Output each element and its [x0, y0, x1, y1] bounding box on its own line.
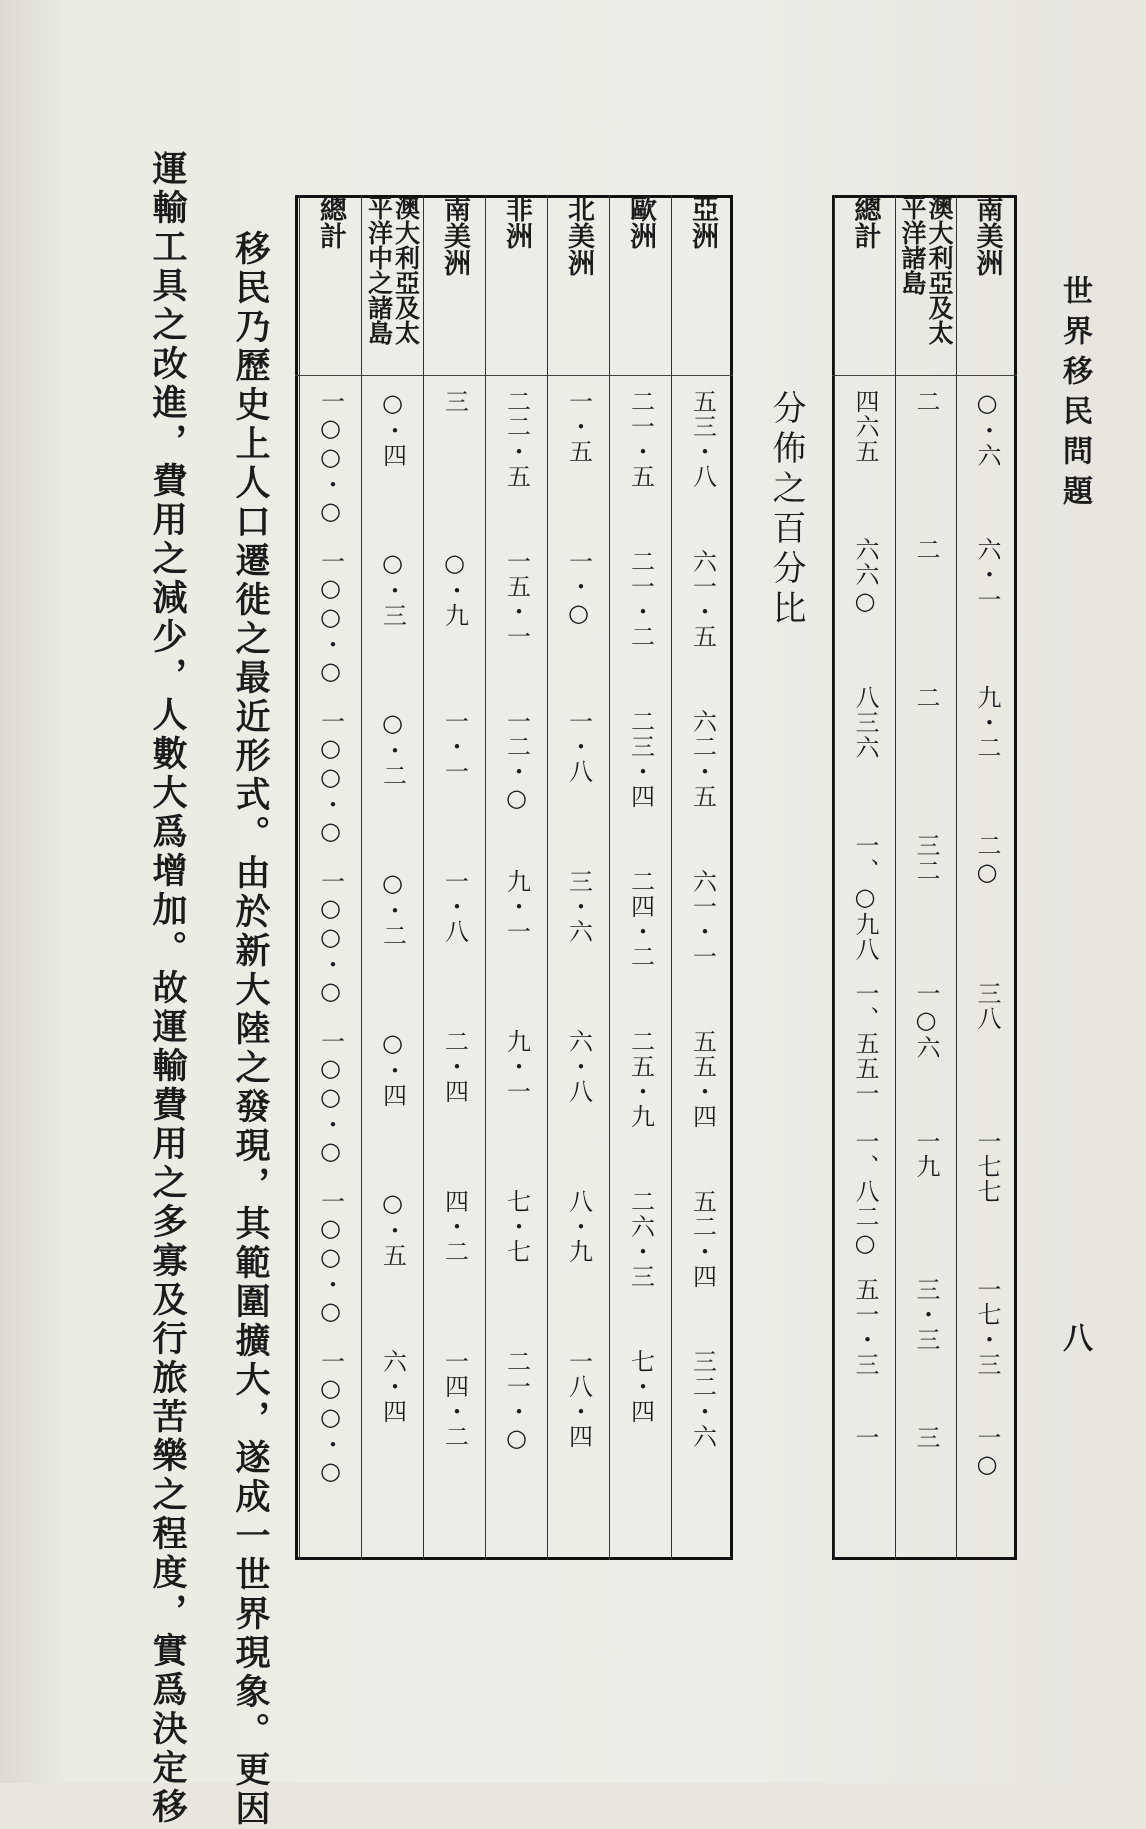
cell-value: 一・五	[564, 389, 593, 464]
table-cell	[896, 389, 956, 523]
table-cell	[300, 869, 361, 1015]
cell-value: 三	[912, 1425, 940, 1450]
table-cell	[610, 389, 671, 535]
table-cell	[835, 537, 895, 671]
running-title: 世界移民問題	[1057, 275, 1092, 515]
cell-value: 六二・五	[688, 709, 717, 809]
table-cell	[610, 1349, 671, 1495]
cell-value: 一○○・○	[316, 709, 345, 846]
cell-value: 五三・八	[688, 389, 717, 489]
table-cell	[300, 549, 361, 695]
section-heading: 分佈之百分比	[766, 390, 806, 630]
table-cell	[486, 389, 547, 535]
cell-value: 三八	[973, 981, 1001, 1031]
cell-value: 一・○	[564, 549, 593, 628]
cell-value: 九・一	[502, 869, 531, 944]
table-cell	[362, 1189, 423, 1335]
table-column	[299, 195, 361, 1560]
cell-value: 二一・○	[502, 1349, 531, 1453]
cell-value: 四・二	[440, 1189, 469, 1264]
column-header	[300, 195, 361, 375]
cell-value: 五二・四	[688, 1189, 717, 1289]
cell-value: 四六五	[851, 389, 879, 464]
table-cell	[957, 389, 1017, 523]
table-cell	[610, 1029, 671, 1175]
table-cell	[424, 1349, 485, 1495]
column-header	[424, 195, 485, 375]
cell-value: 一○○・○	[316, 1189, 345, 1326]
cell-value: 二	[912, 389, 940, 414]
table-cell	[486, 1189, 547, 1335]
cell-value: 二	[912, 537, 940, 562]
column-header-text: 北美洲	[563, 195, 594, 276]
cell-value: ○・四	[378, 1029, 407, 1108]
cell-value: 一○六	[912, 981, 940, 1060]
cell-value: 二	[912, 685, 940, 710]
table-column	[956, 195, 1017, 1560]
column-header	[610, 195, 671, 375]
cell-value: 二六・三	[626, 1189, 655, 1289]
table-cell	[896, 833, 956, 967]
table-cell	[486, 1349, 547, 1495]
cell-value: 二○	[973, 833, 1001, 887]
table-cell	[957, 1277, 1017, 1411]
column-header	[957, 195, 1017, 375]
cell-value: 六・四	[378, 1349, 407, 1424]
population-table	[832, 195, 1017, 1560]
cell-value: 一・八	[440, 869, 469, 944]
table-cell	[957, 685, 1017, 819]
table-cell	[672, 1349, 733, 1495]
column-header	[835, 195, 895, 375]
table-column	[485, 195, 547, 1560]
table-cell	[896, 1129, 956, 1263]
table-cell	[896, 685, 956, 819]
cell-value: 一・八	[564, 709, 593, 784]
cell-value: 八三六	[851, 685, 879, 760]
table-cell	[957, 981, 1017, 1115]
cell-value: 二五・九	[626, 1029, 655, 1129]
cell-value: ○・二	[378, 709, 407, 788]
table-cell	[486, 1029, 547, 1175]
cell-value: 一八・四	[564, 1349, 593, 1449]
column-header	[362, 195, 423, 375]
column-header-text: 南美洲	[439, 195, 470, 276]
table-cell	[957, 537, 1017, 671]
cell-value: 二三・四	[626, 709, 655, 809]
table-cell	[300, 1349, 361, 1495]
cell-value: 一○○・○	[316, 1349, 345, 1486]
table-cell	[362, 1349, 423, 1495]
body-text-line: 移民乃歷史上人口遷徙之最近形式。由於新大陸之發現，其範圍擴大，遂成一世界現象。更因	[230, 230, 271, 1829]
table-cell	[957, 1129, 1017, 1263]
table-cell	[835, 685, 895, 819]
cell-value: ○・二	[378, 869, 407, 948]
table-cell	[548, 1349, 609, 1495]
cell-value: ○・三	[378, 549, 407, 628]
table-column	[361, 195, 423, 1560]
column-header-text: 非洲	[501, 195, 532, 249]
table-cell	[835, 981, 895, 1115]
table-cell	[672, 709, 733, 855]
table-cell	[486, 549, 547, 695]
column-header-text: 南美洲	[971, 195, 1003, 276]
cell-value: 一七・三	[973, 1277, 1001, 1377]
column-header-text: 歐洲	[625, 195, 656, 249]
table-cell	[610, 869, 671, 1015]
table-column	[834, 195, 895, 1560]
cell-value: 七・四	[626, 1349, 655, 1424]
cell-value: 一九	[912, 1129, 940, 1179]
table-cell	[957, 833, 1017, 967]
cell-value: 二四・二	[626, 869, 655, 969]
cell-value: 七・七	[502, 1189, 531, 1264]
cell-value: 一○○・○	[316, 389, 345, 526]
cell-value: 六一・五	[688, 549, 717, 649]
cell-value: 六一・一	[688, 869, 717, 969]
column-header-text: 澳大利亞及太平洋中之諸島	[364, 195, 421, 345]
cell-value: 三二	[912, 833, 940, 883]
table-cell	[610, 549, 671, 695]
cell-value: 一	[851, 1425, 879, 1450]
page-number: 八	[1057, 1322, 1092, 1352]
table-cell	[300, 1189, 361, 1335]
table-column	[423, 195, 485, 1560]
column-header	[548, 195, 609, 375]
table-cell	[300, 1029, 361, 1175]
cell-value: 二・四	[440, 1029, 469, 1104]
table-cell	[672, 549, 733, 695]
table-cell	[424, 1189, 485, 1335]
cell-value: 三	[440, 389, 469, 414]
table-cell	[896, 537, 956, 671]
cell-value: 五一・三	[851, 1277, 879, 1377]
table-cell	[835, 1277, 895, 1411]
column-header-text: 澳大利亞及太平洋諸島	[898, 195, 954, 345]
table-cell	[424, 549, 485, 695]
table-cell	[672, 869, 733, 1015]
table-cell	[548, 1189, 609, 1335]
cell-value: 一、五五一	[851, 981, 879, 1106]
cell-value: 三・三	[912, 1277, 940, 1352]
table-cell	[957, 1425, 1017, 1559]
table-cell	[548, 549, 609, 695]
table-cell	[835, 833, 895, 967]
cell-value: 一、八二○	[851, 1129, 879, 1258]
table-cell	[896, 981, 956, 1115]
column-header-text: 亞洲	[687, 195, 718, 249]
table-cell	[835, 1425, 895, 1559]
table-column	[895, 195, 956, 1560]
table-cell	[362, 869, 423, 1015]
cell-value: 一○○・○	[316, 869, 345, 1006]
table-cell	[486, 869, 547, 1015]
table-cell	[424, 389, 485, 535]
table-cell	[672, 389, 733, 535]
table-cell	[548, 1029, 609, 1175]
table-cell	[835, 389, 895, 523]
cell-value: ○・六	[973, 389, 1001, 468]
body-text-line: 運輸工具之改進，費用之減少，人數大爲增加。故運輸費用之多寡及行旅苦樂之程度，實爲決定移	[147, 150, 188, 1827]
cell-value: 二一・五	[626, 389, 655, 489]
cell-value: 三・六	[564, 869, 593, 944]
table-cell	[835, 1129, 895, 1263]
table-cell	[548, 709, 609, 855]
table-column	[547, 195, 609, 1560]
cell-value: 九・一	[502, 1029, 531, 1104]
table-cell	[424, 709, 485, 855]
column-header	[896, 195, 956, 375]
table-cell	[362, 389, 423, 535]
cell-value: 一四・二	[440, 1349, 469, 1449]
cell-value: 二一・二	[626, 549, 655, 649]
table-cell	[300, 709, 361, 855]
cell-value: ○・五	[378, 1189, 407, 1268]
table-cell	[424, 869, 485, 1015]
cell-value: ○・四	[378, 389, 407, 468]
cell-value: 八・九	[564, 1189, 593, 1264]
table-cell	[548, 869, 609, 1015]
cell-value: ○・九	[440, 549, 469, 628]
table-cell	[362, 709, 423, 855]
table-cell	[424, 1029, 485, 1175]
column-header	[486, 195, 547, 375]
cell-value: 一五・一	[502, 549, 531, 649]
table-cell	[610, 709, 671, 855]
table-cell	[300, 389, 361, 535]
cell-value: 九・二	[973, 685, 1001, 760]
cell-value: 六六○	[851, 537, 879, 616]
table-cell	[896, 1425, 956, 1559]
table-cell	[486, 709, 547, 855]
cell-value: 一○○・○	[316, 1029, 345, 1166]
table-cell	[548, 389, 609, 535]
table-cell	[672, 1029, 733, 1175]
cell-value: 一・一	[440, 709, 469, 784]
cell-value: 一○	[973, 1425, 1001, 1479]
column-header	[672, 195, 733, 375]
cell-value: 一、○九八	[851, 833, 879, 962]
table-cell	[362, 1029, 423, 1175]
cell-value: 一七七	[973, 1129, 1001, 1204]
table-cell	[610, 1189, 671, 1335]
table-column	[671, 195, 733, 1560]
table-column	[609, 195, 671, 1560]
column-header-text: 總計	[849, 195, 881, 249]
cell-value: 二二・五	[502, 389, 531, 489]
table-cell	[362, 549, 423, 695]
cell-value: 一○○・○	[316, 549, 345, 686]
cell-value: 六・八	[564, 1029, 593, 1104]
cell-value: 三二・六	[688, 1349, 717, 1449]
table-cell	[896, 1277, 956, 1411]
cell-value: 六・一	[973, 537, 1001, 612]
percentage-table	[295, 195, 733, 1560]
column-header-text: 總計	[315, 195, 346, 249]
cell-value: 一二・○	[502, 709, 531, 813]
cell-value: 五五・四	[688, 1029, 717, 1129]
table-cell	[672, 1189, 733, 1335]
